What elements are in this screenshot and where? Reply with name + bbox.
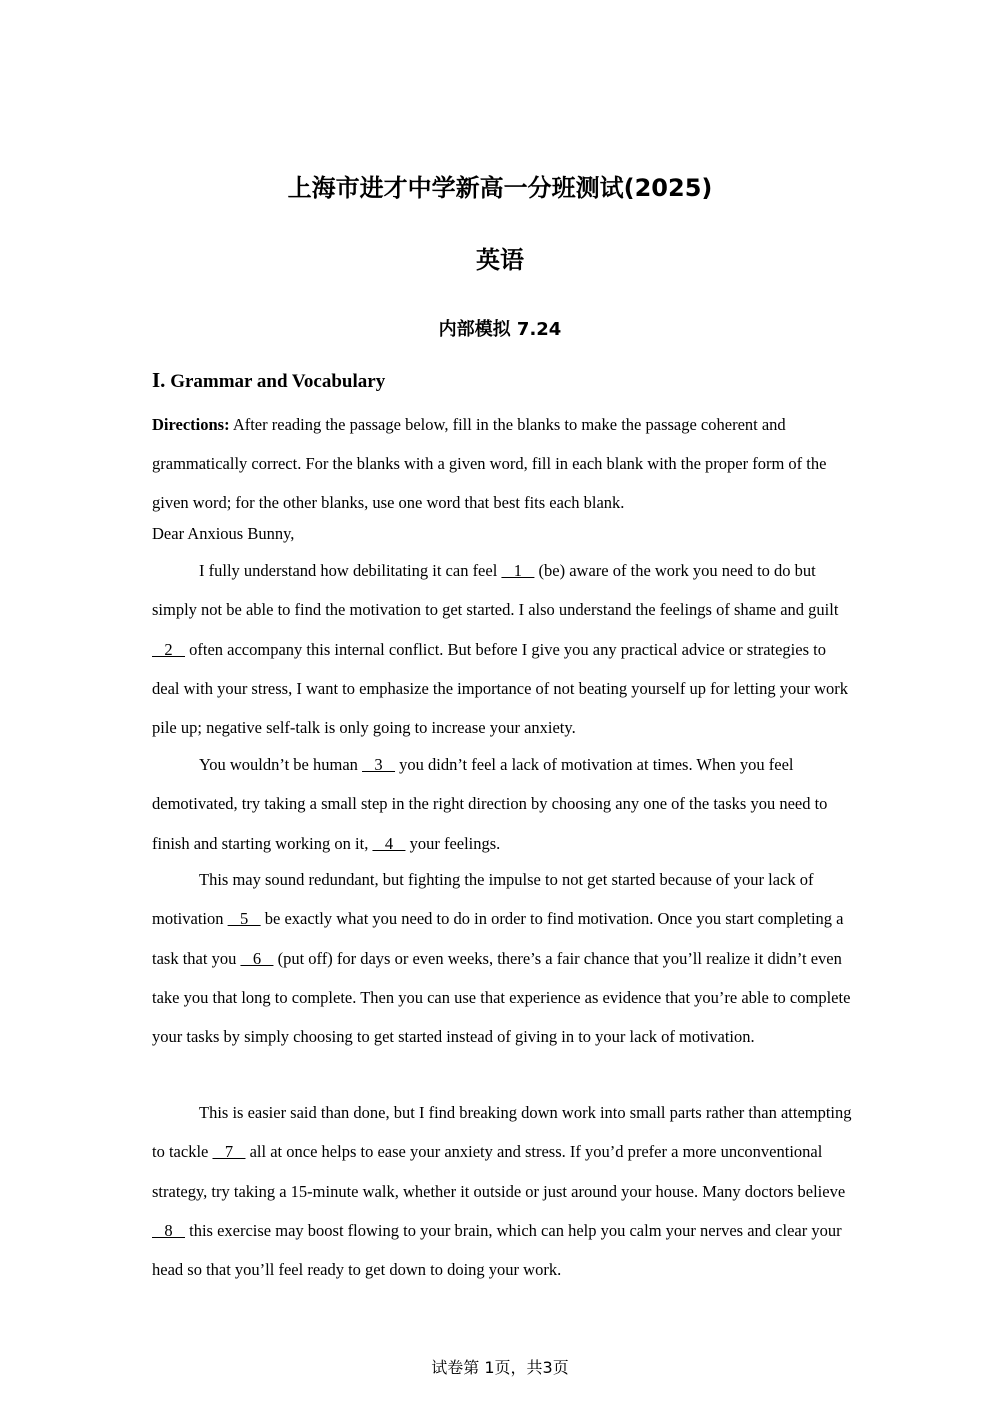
page-footer: 试卷第 1页，共3页 [431,1358,569,1377]
blank-4: 4 [372,833,406,853]
exam-title: 上海市进才中学新高一分班测试(2025) [287,174,713,202]
paragraph-text: you didn’t feel a lack of motivation at times. When you feel demotivated, try taking a small step in the right direction by choosing any one of the tasks you need to finish and starting working on it, [152,755,828,853]
blank-6: 6 [240,948,274,968]
paragraph-text: all at once helps to ease your anxiety and stress. If you’d prefer a more unconventional strategy, try taking a 15-minute walk, whether it outside or just around your house. Many doctors believe [152,1142,846,1201]
section-number: I. [152,368,166,392]
paragraph-text: (put off) for days or even weeks, there’s a fair chance that you’ll realize it didn’t even take you that long to complete. Then you can use that experience as evidence that you’re able to complete your tasks by simply choosing to get started instead of giving in to your lack of motivation. [152,948,851,1047]
subject-title: 英语 [476,246,524,274]
blank-7: 7 [212,1142,246,1162]
section-name: Grammar and Vocabulary [170,371,386,392]
paragraph-text: This is easier said than done, but I find breaking down work into small parts rather than attempting to tackle [152,1103,852,1162]
letter-salutation: Dear Anxious Bunny, [152,524,295,543]
paragraph-text: (be) aware of the work you need to do but simply not be able to find the motivation to get started. I also understand the feelings of shame and guilt [152,561,839,620]
paragraph-text: You wouldn’t be human [199,755,363,774]
exam-subtitle: 内部模拟 7.24 [438,319,562,340]
paragraph-text: This may sound redundant, but fighting the impulse to not get started because of your lack of motivation [152,870,814,929]
paragraph-3 [152,860,852,1056]
directions-text: After reading the passage below, fill in the blanks to make the passage coherent and grammatically correct. For the blanks with a given word, fill in each blank with the proper form of the given word; for the other blanks, use one word that best fits each blank. [152,415,827,512]
paragraph-2 [152,745,852,863]
paragraph-text: often accompany this internal conflict. But before I give you any practical advice or strategies to deal with your stress, I want to emphasize the importance of not beating yourself up for letting your work pile up; negative self-talk is only going to increase your anxiety. [152,639,849,738]
paragraph-text: this exercise may boost flowing to your brain, which can help you calm your nerves and clear your head so that you’ll feel ready to get down to doing your work. [152,1220,842,1280]
paragraph-4 [152,1093,852,1289]
section-heading [152,368,385,393]
paragraph-1 [152,551,852,747]
paragraph-text: I fully understand how debilitating it can feel [199,561,502,580]
blank-2: 2 [152,639,185,659]
blank-8: 8 [152,1220,185,1240]
directions-label: Directions: [152,415,230,434]
blank-5: 5 [227,909,261,929]
paragraph-text: be exactly what you need to do in order to find motivation. Once you start completing a task that you [152,909,844,968]
directions [152,405,852,522]
blank-1: 1 [501,561,535,580]
paragraph-text: your feelings. [405,833,501,853]
blank-3: 3 [362,755,396,774]
